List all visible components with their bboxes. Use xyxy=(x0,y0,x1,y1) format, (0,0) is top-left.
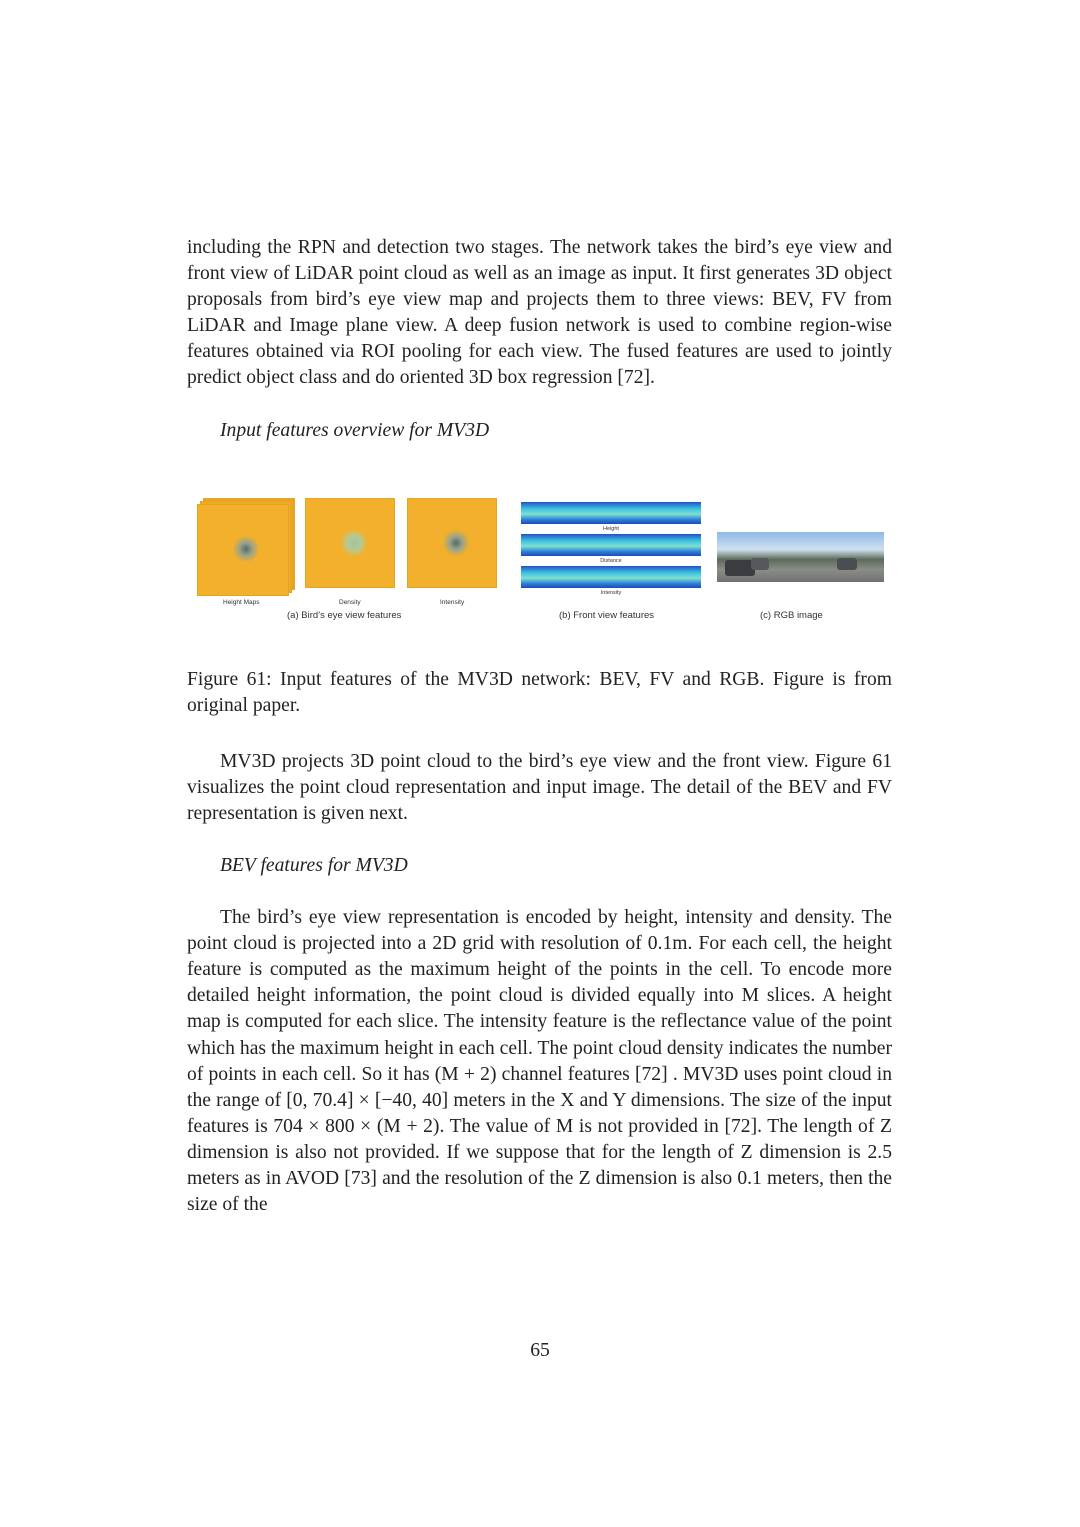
subcaption-b: (b) Front view features xyxy=(559,609,655,621)
fv-intensity-image xyxy=(521,566,701,588)
fv-height-image xyxy=(521,502,701,524)
section-heading-input-features: Input features overview for MV3D xyxy=(220,419,490,441)
subcaption-c: (c) RGB image xyxy=(760,609,823,621)
paragraph-2: MV3D projects 3D point cloud to the bird’s eye view and the front view. Figure 61 visualizes the point cloud representation and input image. The detail of the BEV and FV representation is given next. xyxy=(187,750,892,824)
bev-density-image xyxy=(305,498,395,588)
fv-distance-image xyxy=(521,534,701,556)
section-heading-bev-features: BEV features for MV3D xyxy=(220,855,408,877)
page-number: 65 xyxy=(530,1340,550,1361)
paragraph-1: including the RPN and detection two stages. The network takes the bird’s eye view and front view of LiDAR point cloud as well as an image as input. It first generates 3D object proposals from bird’s eye view map and projects them to three views: BEV, FV from LiDAR and Image plane view. A deep fusion network is used to combine region-wise features obtained via ROI pooling for each view. The fused features are used to jointly predict object class and do oriented 3D box regression [72]. xyxy=(187,237,892,389)
subcaption-a: (a) Bird’s eye view features xyxy=(287,609,402,621)
fv-label-height: Height xyxy=(603,525,619,532)
fv-label-intensity: Intensity xyxy=(600,589,622,596)
bev-label-intensity: Intensity xyxy=(440,598,465,606)
bev-height-maps-image xyxy=(197,504,289,596)
page-body xyxy=(187,235,892,1218)
bev-label-density: Density xyxy=(339,598,361,606)
figure-61 xyxy=(187,492,892,627)
bev-label-height-maps: Height Maps xyxy=(223,598,260,606)
rgb-street-image xyxy=(717,532,884,582)
bev-intensity-image xyxy=(407,498,497,588)
figure-caption: Figure 61: Input features of the MV3D network: BEV, FV and RGB. Figure is from original paper. xyxy=(187,668,892,716)
paragraph-3: The bird’s eye view representation is encoded by height, intensity and density. The point cloud is projected into a 2D grid with resolution of 0.1m. For each cell, the height feature is computed as the maximum height of the points in the cell. To encode more detailed height information, the point cloud is divided equally into M slices. A height map is computed for each slice. The intensity feature is the reflectance value of the point which has the maximum height in each cell. The point cloud density indicates the number of points in each cell. So it has (M + 2) channel features [72] . MV3D uses point cloud in the range of [0, 70.4] × [−40, 40] meters in the X and Y dimensions. The size of the input features is 704 × 800 × (M + 2). The value of M is not provided in [72]. The length of Z dimension is also not provided. If we suppose that for the length of Z dimension is 2.5 meters as in AVOD [73] and the resolution of the Z dimension is also 0.1 meters, then the size of the xyxy=(187,907,892,1216)
fv-label-distance: Distance xyxy=(600,557,622,564)
